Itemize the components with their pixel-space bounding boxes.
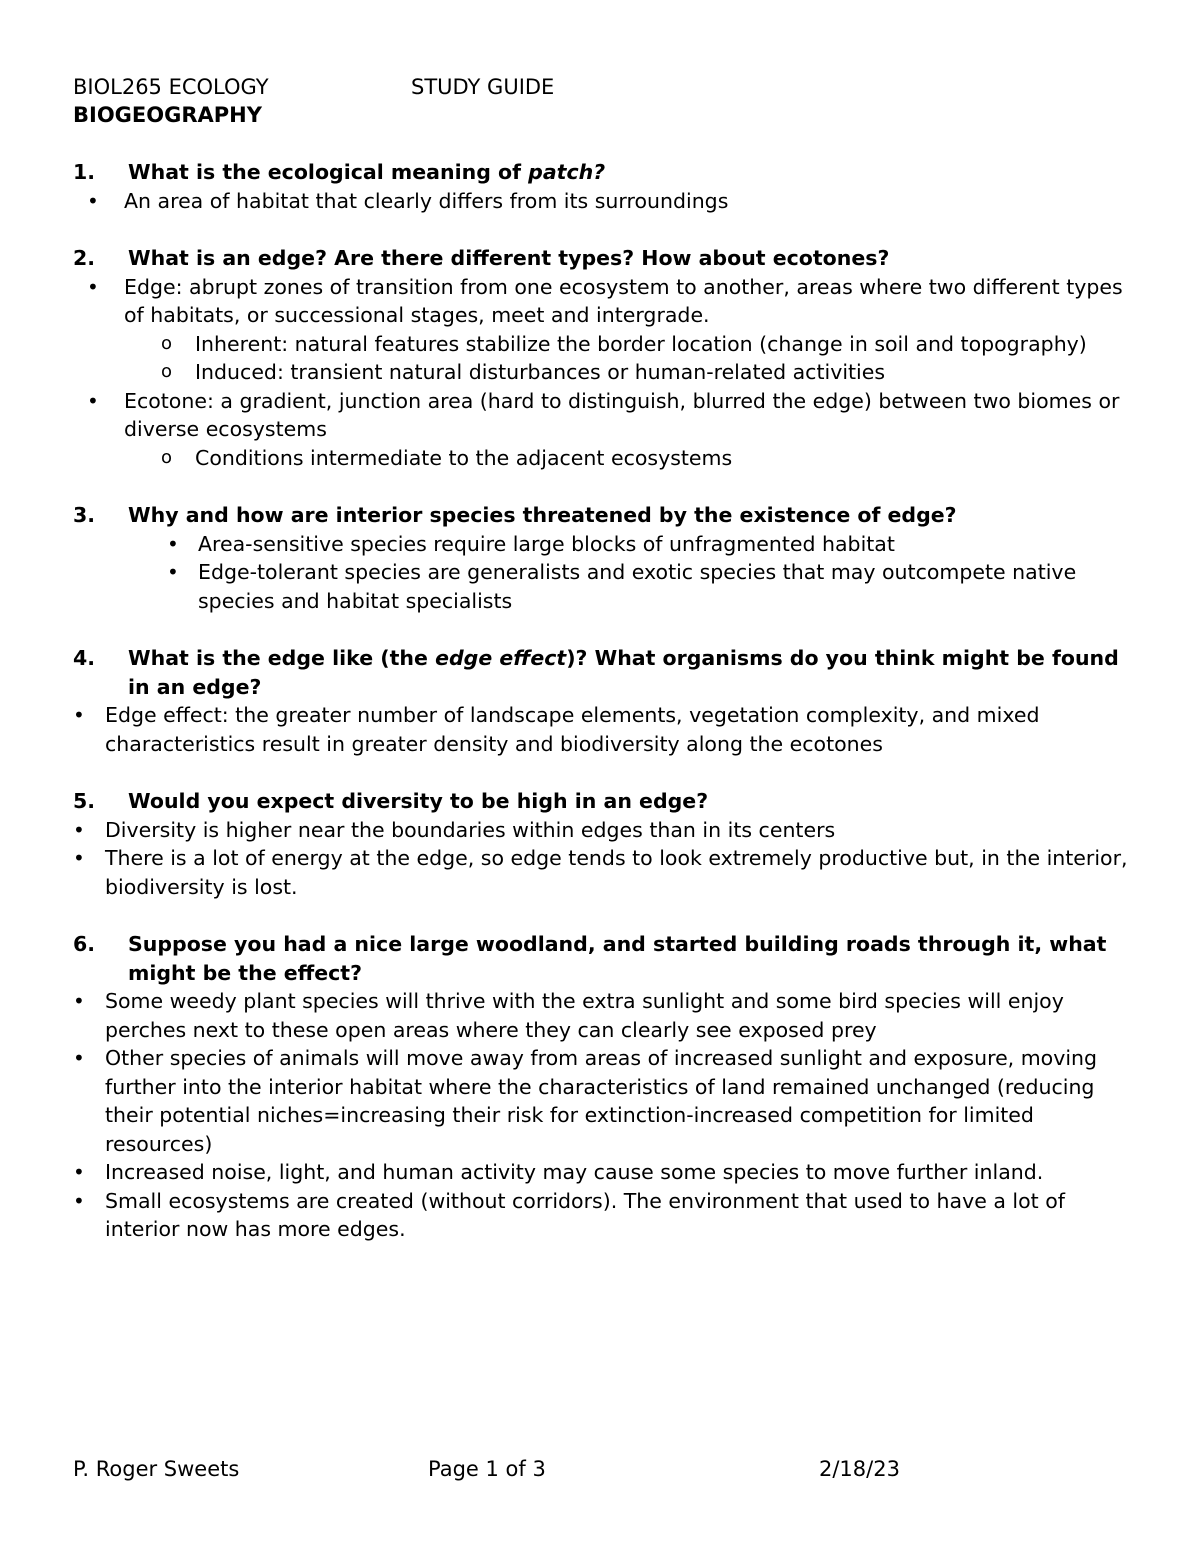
- question-number: 3.: [73, 503, 96, 527]
- footer-page-number: Page 1 of 3: [428, 1457, 546, 1481]
- bullet-item: [73, 558, 1133, 615]
- question-text: What is the ecological meaning of: [128, 160, 529, 184]
- question-number: 6.: [73, 932, 96, 956]
- question-6: [73, 930, 1133, 987]
- question-text: What is an edge? Are there different types? How about ecotones?: [128, 246, 890, 270]
- question-italic-term: patch?: [528, 160, 606, 184]
- question-text: Why and how are interior species threatened by the existence of edge?: [128, 503, 957, 527]
- sub-bullet-item: [73, 330, 1133, 359]
- bullet-text: Increased noise, light, and human activity may cause some species to move further inland.: [105, 1160, 1044, 1184]
- spacer: [73, 472, 1133, 501]
- sub-bullet-text: Conditions intermediate to the adjacent ecosystems: [195, 445, 733, 470]
- question-number: 1.: [73, 160, 96, 184]
- spacer: [73, 901, 1133, 930]
- question-number: 4.: [73, 646, 96, 670]
- document-header: [73, 73, 554, 129]
- bullet-icon: •: [87, 274, 99, 299]
- bullet-item: [73, 987, 1133, 1044]
- bullet-item: [73, 387, 1133, 444]
- footer-author: P. Roger Sweets: [73, 1457, 240, 1481]
- question-italic-term: edge effect: [435, 646, 567, 670]
- bullet-text: Other species of animals will move away from areas of increased sunlight and exposure, moving further into the interior habitat where the characteristics of land remained unchanged (reducing their potential niches=increasing their risk for extinction-increased competition for limited resources): [105, 1046, 1098, 1156]
- question-text: What is the edge like (the: [128, 646, 436, 670]
- question-4: [73, 644, 1133, 701]
- bullet-item: [73, 530, 1133, 559]
- bullet-item: [73, 1044, 1133, 1158]
- bullet-text: Small ecosystems are created (without corridors). The environment that used to have a lot of interior now has more edges.: [105, 1188, 1065, 1241]
- bullet-text: Ecotone: a gradient, junction area (hard to distinguish, blurred the edge) between two biomes or diverse ecosystems: [124, 388, 1120, 441]
- sub-bullet-text: Inherent: natural features stabilize the border location (change in soil and topography): [195, 331, 1087, 356]
- spacer: [73, 215, 1133, 244]
- header-line: [73, 73, 554, 101]
- question-text: Suppose you had a nice large woodland, and started building roads through it, what might be the effect?: [128, 932, 1107, 985]
- question-number: 5.: [73, 789, 96, 813]
- bullet-item: [73, 187, 1133, 216]
- bullet-item: [73, 273, 1133, 330]
- bullet-icon: •: [87, 388, 99, 413]
- bullet-text: There is a lot of energy at the edge, so edge tends to look extremely productive but, in the interior, biodiversity is lost.: [105, 846, 1128, 899]
- bullet-icon: •: [73, 846, 85, 870]
- bullet-text: Edge: abrupt zones of transition from one ecosystem to another, areas where two different types of habitats, or successional stages, meet and intergrade.: [124, 274, 1123, 327]
- bullet-text: Area-sensitive species require large blocks of unfragmented habitat: [198, 531, 895, 556]
- topic-heading: BIOGEOGRAPHY: [73, 103, 262, 127]
- bullet-text: Edge effect: the greater number of landscape elements, vegetation complexity, and mixed characteristics result in greater density and biodiversity along the ecotones: [105, 703, 1040, 756]
- bullet-item: [73, 701, 1133, 758]
- bullet-text: An area of habitat that clearly differs from its surroundings: [124, 188, 729, 213]
- question-2: [73, 244, 1133, 273]
- bullet-icon: •: [73, 989, 85, 1013]
- question-1: [73, 158, 1133, 187]
- sub-bullet-item: [73, 444, 1133, 473]
- bullet-icon: •: [87, 188, 99, 213]
- bullet-item: [73, 1187, 1133, 1244]
- sub-bullet-item: [73, 358, 1133, 387]
- study-guide-content: [73, 158, 1133, 1244]
- bullet-item: [73, 816, 1133, 845]
- bullet-icon: •: [73, 1160, 85, 1184]
- bullet-icon: •: [73, 817, 85, 842]
- circle-bullet-icon: o: [161, 361, 173, 382]
- course-title: BIOL265 ECOLOGY: [73, 75, 269, 99]
- bullet-icon: •: [167, 531, 179, 556]
- bullet-text: Edge-tolerant species are generalists and exotic species that may outcompete native species and habitat specialists: [198, 560, 1077, 613]
- question-text: Would you expect diversity to be high in an edge?: [128, 789, 709, 813]
- bullet-icon: •: [73, 1046, 85, 1070]
- question-3: [73, 501, 1133, 530]
- question-5: [73, 787, 1133, 816]
- bullet-icon: •: [73, 703, 85, 727]
- footer-date: 2/18/23: [819, 1457, 900, 1481]
- bullet-icon: •: [167, 560, 179, 584]
- bullet-icon: •: [73, 1188, 85, 1213]
- sub-bullet-text: Induced: transient natural disturbances or human-related activities: [195, 360, 886, 384]
- circle-bullet-icon: o: [161, 332, 173, 354]
- spacer: [73, 758, 1133, 787]
- bullet-item: [73, 1158, 1133, 1187]
- bullet-item: [73, 844, 1133, 901]
- spacer: [73, 615, 1133, 644]
- document-type: STUDY GUIDE: [411, 75, 555, 99]
- circle-bullet-icon: o: [161, 446, 173, 468]
- bullet-text: Some weedy plant species will thrive with the extra sunlight and some bird species will enjoy perches next to these open areas where they can clearly see exposed prey: [105, 989, 1064, 1042]
- question-number: 2.: [73, 246, 96, 270]
- question-text-continued: )? What organisms do you think might be found in an edge?: [128, 646, 1119, 699]
- bullet-text: Diversity is higher near the boundaries within edges than in its centers: [105, 817, 836, 842]
